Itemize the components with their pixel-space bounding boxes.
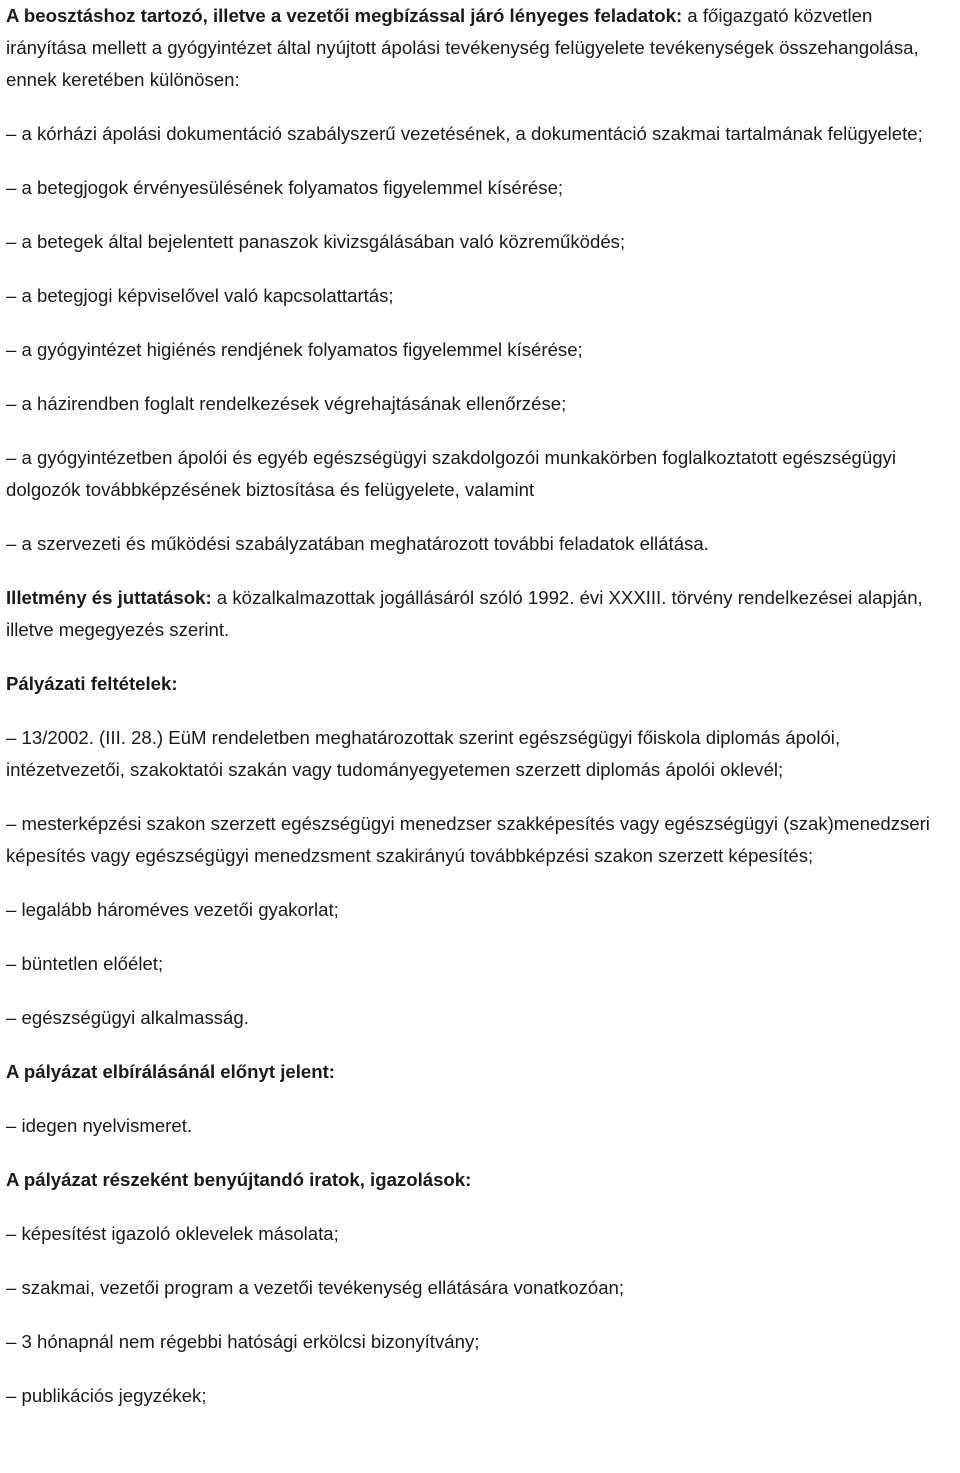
document-item: – szakmai, vezetői program a vezetői tevékenység ellátására vonatkozóan; xyxy=(6,1277,625,1298)
conditions-heading: Pályázati feltételek: xyxy=(6,673,178,694)
duty-item: – a házirendben foglalt rendelkezések végrehajtásának ellenőrzése; xyxy=(6,393,567,414)
condition-item: – 13/2002. (III. 28.) EüM rendeletben meghatározottak szerint egészségügyi főiskola diplomás ápolói, intézetvezetői, szakoktatói szakán vagy tudományegyetemen szerzett diplomás ápolói oklevél; xyxy=(6,727,841,780)
document-item: – 3 hónapnál nem régebbi hatósági erkölcsi bizonyítvány; xyxy=(6,1331,480,1352)
intro-paragraph xyxy=(6,0,956,96)
duty-item: – a kórházi ápolási dokumentáció szabályszerű vezetésének, a dokumentáció szakmai tartalmának felügyelete; xyxy=(6,123,923,144)
salary-text: a közalkalmazottak jogállásáról szóló 1992. évi XXXIII. törvény rendelkezései alapján, illetve megegyezés szerint. xyxy=(6,587,923,640)
condition-item: – mesterképzési szakon szerzett egészségügyi menedzser szakképesítés vagy egészségügyi (szak)menedzseri képesítés vagy egészségügyi menedzsment szakirányú továbbképzési szakon szerzett képesítés; xyxy=(6,813,930,866)
document-item: – képesítést igazoló oklevelek másolata; xyxy=(6,1223,339,1244)
intro-text: a főigazgató közvetlen irányítása mellett a gyógyintézet által nyújtott ápolási tevékenység felügyelete tevékenységek összehangolása, ennek keretében különösen: xyxy=(6,5,919,90)
advantage-item: – idegen nyelvismeret. xyxy=(6,1115,193,1136)
document-body xyxy=(6,0,956,1412)
condition-item: – egészségügyi alkalmasság. xyxy=(6,1007,249,1028)
document-item: – publikációs jegyzékek; xyxy=(6,1385,207,1406)
duty-item: – a gyógyintézet higiénés rendjének folyamatos figyelemmel kísérése; xyxy=(6,339,583,360)
condition-item: – legalább hároméves vezetői gyakorlat; xyxy=(6,899,339,920)
salary-paragraph xyxy=(6,582,956,646)
salary-label: Illetmény és juttatások: xyxy=(6,587,212,608)
duty-item: – a betegjogok érvényesülésének folyamatos figyelemmel kísérése; xyxy=(6,177,564,198)
documents-heading: A pályázat részeként benyújtandó iratok, igazolások: xyxy=(6,1169,472,1190)
intro-label: A beosztáshoz tartozó, illetve a vezetői megbízással járó lényeges feladatok: xyxy=(6,5,683,26)
duty-item: – a szervezeti és működési szabályzatában meghatározott további feladatok ellátása. xyxy=(6,533,709,554)
advantage-heading: A pályázat elbírálásánál előnyt jelent: xyxy=(6,1061,335,1082)
duty-item: – a betegjogi képviselővel való kapcsolattartás; xyxy=(6,285,394,306)
duty-item: – a gyógyintézetben ápolói és egyéb egészségügyi szakdolgozói munkakörben foglalkoztatott egészségügyi dolgozók továbbképzésének biztosítása és felügyelete, valamint xyxy=(6,447,896,500)
condition-item: – büntetlen előélet; xyxy=(6,953,164,974)
duty-item: – a betegek által bejelentett panaszok kivizsgálásában való közreműködés; xyxy=(6,231,626,252)
